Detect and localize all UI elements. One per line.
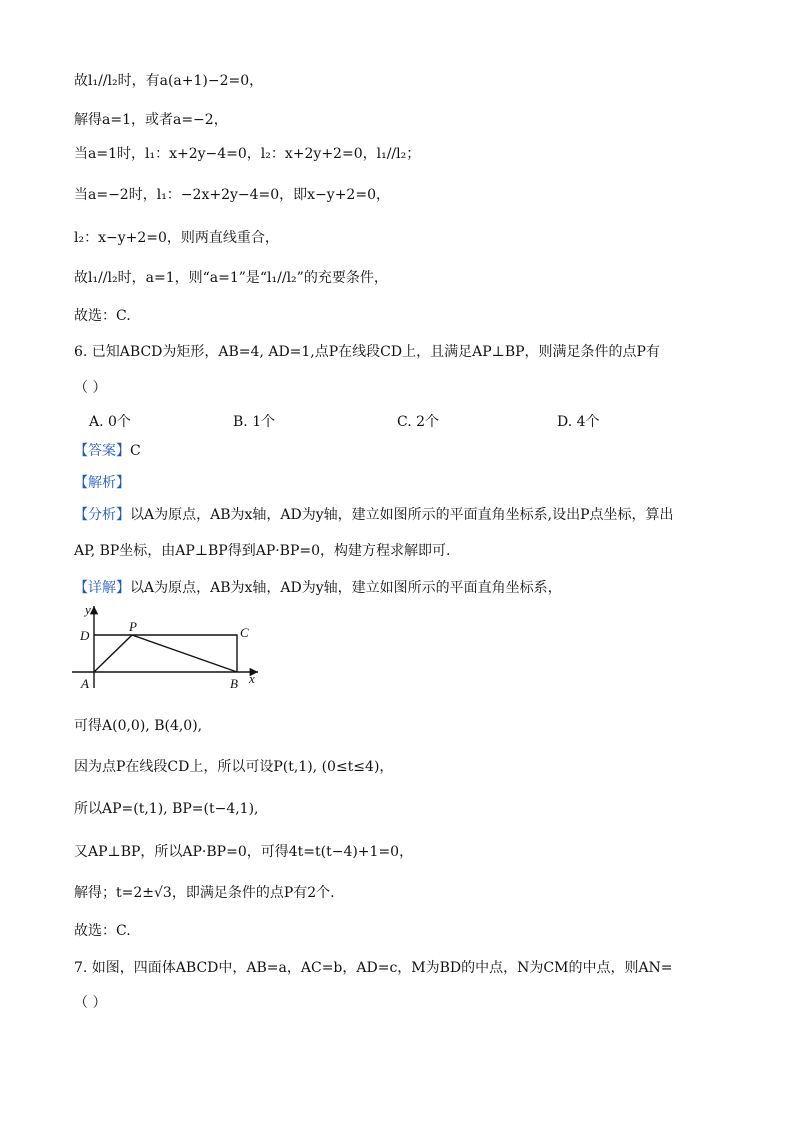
analysis-line	[74, 473, 130, 493]
segment-ap	[94, 635, 132, 672]
segment-pb	[132, 635, 237, 672]
detail-line: 因为点P在线段CD上，所以可设P(t,1), (0≤t≤4)，	[74, 759, 394, 775]
detail-line: 故选：C.	[74, 923, 131, 939]
text-line: 故l₁//l₂时，有a(a+1)−2=0，	[74, 73, 264, 89]
label-p: P	[129, 619, 137, 634]
fenxi-line-2: AP, BP坐标，由AP⊥BP得到AP·BP=0，构建方程求解即可.	[74, 543, 451, 559]
label-x: x	[249, 671, 255, 686]
fenxi-tag: 【分析】	[74, 507, 130, 523]
text-line: 解得a=1，或者a=−2，	[74, 112, 228, 128]
detail-line: 所以AP=(t,1), BP=(t−4,1),	[74, 801, 259, 817]
rectangle-figure	[70, 600, 270, 692]
xiangjie-tag: 【详解】	[74, 580, 130, 596]
text-line: 当a=1时，l₁：x+2y−4=0，l₂：x+2y+2=0，l₁//l₂；	[74, 146, 421, 162]
text-line: l₂：x−y+2=0，则两直线重合，	[74, 230, 279, 246]
xiangjie-line	[74, 578, 562, 598]
fenxi-text: 以A为原点，AB为x轴，AD为y轴，建立如图所示的平面直角坐标系,设出P点坐标，算出	[130, 507, 674, 523]
text-line: 故选：C.	[74, 308, 131, 324]
option-a: A. 0个	[89, 414, 131, 430]
answer-line	[74, 441, 141, 461]
question-6: 6. 已知ABCD为矩形，AB=4, AD=1,点P在线段CD上，且满足AP⊥BP，则满足条件的点P有	[74, 344, 660, 360]
rectangle-abcd	[94, 635, 237, 672]
question-7-blank: （ ）	[74, 995, 107, 1011]
option-d: D. 4个	[557, 414, 600, 430]
analysis-tag: 【解析】	[74, 475, 130, 491]
answer-value: C	[130, 443, 141, 459]
xiangjie-text: 以A为原点，AB为x轴，AD为y轴，建立如图所示的平面直角坐标系，	[130, 580, 562, 596]
label-b: B	[230, 676, 238, 691]
detail-line: 解得；t=2±√3，即满足条件的点P有2个.	[74, 885, 335, 901]
label-d: D	[80, 628, 90, 643]
option-b: B. 1个	[233, 414, 276, 430]
question-7: 7. 如图，四面体ABCD中，AB=a，AC=b，AD=c，M为BD的中点，N为CM的中点，则AN=	[74, 960, 673, 976]
answer-tag: 【答案】	[74, 443, 130, 459]
detail-line: 可得A(0,0), B(4,0),	[74, 718, 203, 734]
text-line: 当a=−2时，l₁：−2x+2y−4=0，即x−y+2=0，	[74, 187, 390, 203]
detail-line: 又AP⊥BP，所以AP·BP=0，可得4t=t(t−4)+1=0，	[74, 844, 414, 860]
question-6-blank: （ ）	[74, 380, 107, 396]
label-a: A	[81, 676, 89, 691]
fenxi-line	[74, 505, 674, 525]
option-c: C. 2个	[397, 414, 440, 430]
text-line: 故l₁//l₂时，a=1，则“a=1”是“l₁//l₂”的充要条件，	[74, 270, 388, 286]
label-c: C	[240, 625, 249, 640]
label-y: y	[85, 602, 91, 617]
